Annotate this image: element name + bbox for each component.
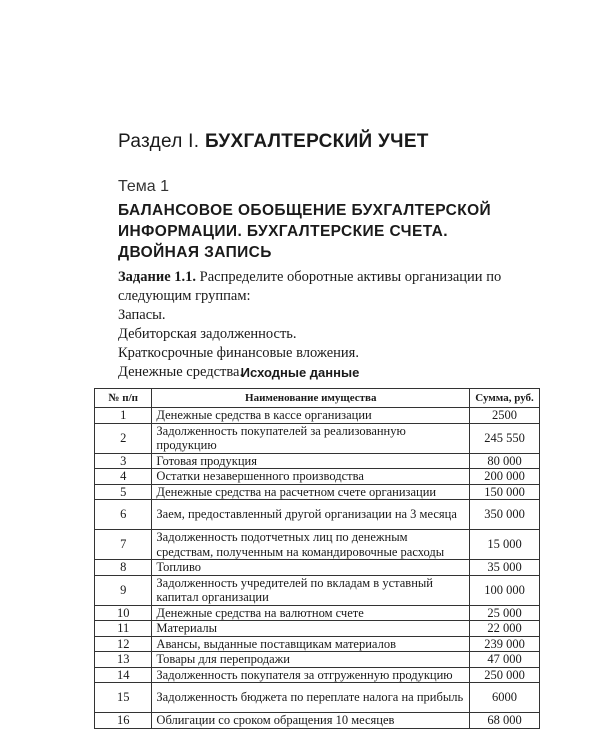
header-amount: Сумма, руб. — [470, 389, 540, 408]
cell-name: Денежные средства на расчетном счете организации — [152, 484, 470, 500]
task-label: Задание 1.1. — [118, 269, 197, 285]
cell-num: 1 — [95, 408, 152, 424]
cell-amount: 68 000 — [470, 713, 540, 729]
cell-num: 13 — [95, 652, 152, 668]
table-row — [95, 667, 540, 683]
header-num: № п/п — [95, 389, 152, 408]
table-row — [95, 530, 540, 560]
cell-num: 14 — [95, 667, 152, 683]
cell-num: 9 — [95, 575, 152, 605]
cell-amount: 15 000 — [470, 530, 540, 560]
cell-num: 12 — [95, 636, 152, 652]
cell-amount: 2500 — [470, 408, 540, 424]
table-row — [95, 453, 540, 469]
cell-num: 10 — [95, 605, 152, 621]
cell-num: 4 — [95, 469, 152, 485]
cell-num: 11 — [95, 621, 152, 637]
table-row — [95, 500, 540, 530]
table-row — [95, 560, 540, 576]
task-group: Запасы. — [118, 307, 166, 323]
cell-name: Материалы — [152, 621, 470, 637]
table-row — [95, 469, 540, 485]
table-header-row — [95, 389, 540, 408]
table-row — [95, 423, 540, 453]
table-row — [95, 484, 540, 500]
topic-title-line: БАЛАНСОВОЕ ОБОБЩЕНИЕ БУХГАЛТЕРСКОЙ — [118, 202, 492, 219]
cell-name: Задолженность покупателей за реализованную продукцию — [152, 423, 470, 453]
cell-name: Остатки незавершенного производства — [152, 469, 470, 485]
cell-amount: 150 000 — [470, 484, 540, 500]
cell-amount: 80 000 — [470, 453, 540, 469]
section-title — [118, 131, 429, 153]
table-row — [95, 408, 540, 424]
cell-name: Готовая продукция — [152, 453, 470, 469]
cell-name: Задолженность подотчетных лиц по денежным средствам, полученным на командировочные расходы — [152, 530, 470, 560]
cell-name: Облигации со сроком обращения 10 месяцев — [152, 713, 470, 729]
table-row — [95, 683, 540, 713]
task-text: Распределите оборотные активы организации по следующим группам: — [118, 269, 502, 304]
cell-num: 7 — [95, 530, 152, 560]
cell-name: Задолженность учредителей по вкладам в уставный капитал организации — [152, 575, 470, 605]
cell-amount: 100 000 — [470, 575, 540, 605]
section-heading: БУХГАЛТЕРСКИЙ УЧЕТ — [204, 131, 429, 152]
task-group: Денежные средства. — [118, 364, 244, 380]
table-row — [95, 621, 540, 637]
table-row — [95, 575, 540, 605]
cell-name: Денежные средства на валютном счете — [152, 605, 470, 621]
task-intro — [118, 268, 530, 306]
task-group: Краткосрочные финансовые вложения. — [118, 345, 359, 361]
cell-amount: 250 000 — [470, 667, 540, 683]
cell-name: Товары для перепродажи — [152, 652, 470, 668]
cell-num: 2 — [95, 423, 152, 453]
section-label: Раздел I. — [118, 131, 200, 152]
table-caption: Исходные данные — [240, 365, 360, 380]
cell-amount: 350 000 — [470, 500, 540, 530]
cell-name: Авансы, выданные поставщикам материалов — [152, 636, 470, 652]
header-name: Наименование имущества — [152, 389, 470, 408]
cell-amount: 25 000 — [470, 605, 540, 621]
task-group: Дебиторская задолженность. — [118, 326, 297, 342]
cell-num: 6 — [95, 500, 152, 530]
cell-amount: 245 550 — [470, 423, 540, 453]
cell-name: Задолженность покупателя за отгруженную продукцию — [152, 667, 470, 683]
cell-amount: 239 000 — [470, 636, 540, 652]
cell-num: 5 — [95, 484, 152, 500]
cell-amount: 47 000 — [470, 652, 540, 668]
table-row — [95, 713, 540, 729]
cell-num: 3 — [95, 453, 152, 469]
assets-table — [94, 388, 540, 729]
cell-name: Денежные средства в кассе организации — [152, 408, 470, 424]
cell-name: Топливо — [152, 560, 470, 576]
table-row — [95, 605, 540, 621]
cell-amount: 6000 — [470, 683, 540, 713]
cell-name: Заем, предоставленный другой организации на 3 месяца — [152, 500, 470, 530]
table-row — [95, 636, 540, 652]
cell-amount: 22 000 — [470, 621, 540, 637]
table-row — [95, 652, 540, 668]
cell-num: 15 — [95, 683, 152, 713]
topic-label: Тема 1 — [118, 178, 170, 195]
cell-num: 8 — [95, 560, 152, 576]
cell-amount: 35 000 — [470, 560, 540, 576]
cell-amount: 200 000 — [470, 469, 540, 485]
table-body — [95, 408, 540, 729]
topic-title-line: ДВОЙНАЯ ЗАПИСЬ — [118, 244, 272, 261]
cell-name: Задолженность бюджета по переплате налога на прибыль — [152, 683, 470, 713]
topic-title-line: ИНФОРМАЦИИ. БУХГАЛТЕРСКИЕ СЧЕТА. — [118, 223, 448, 240]
cell-num: 16 — [95, 713, 152, 729]
topic-title — [118, 200, 538, 263]
